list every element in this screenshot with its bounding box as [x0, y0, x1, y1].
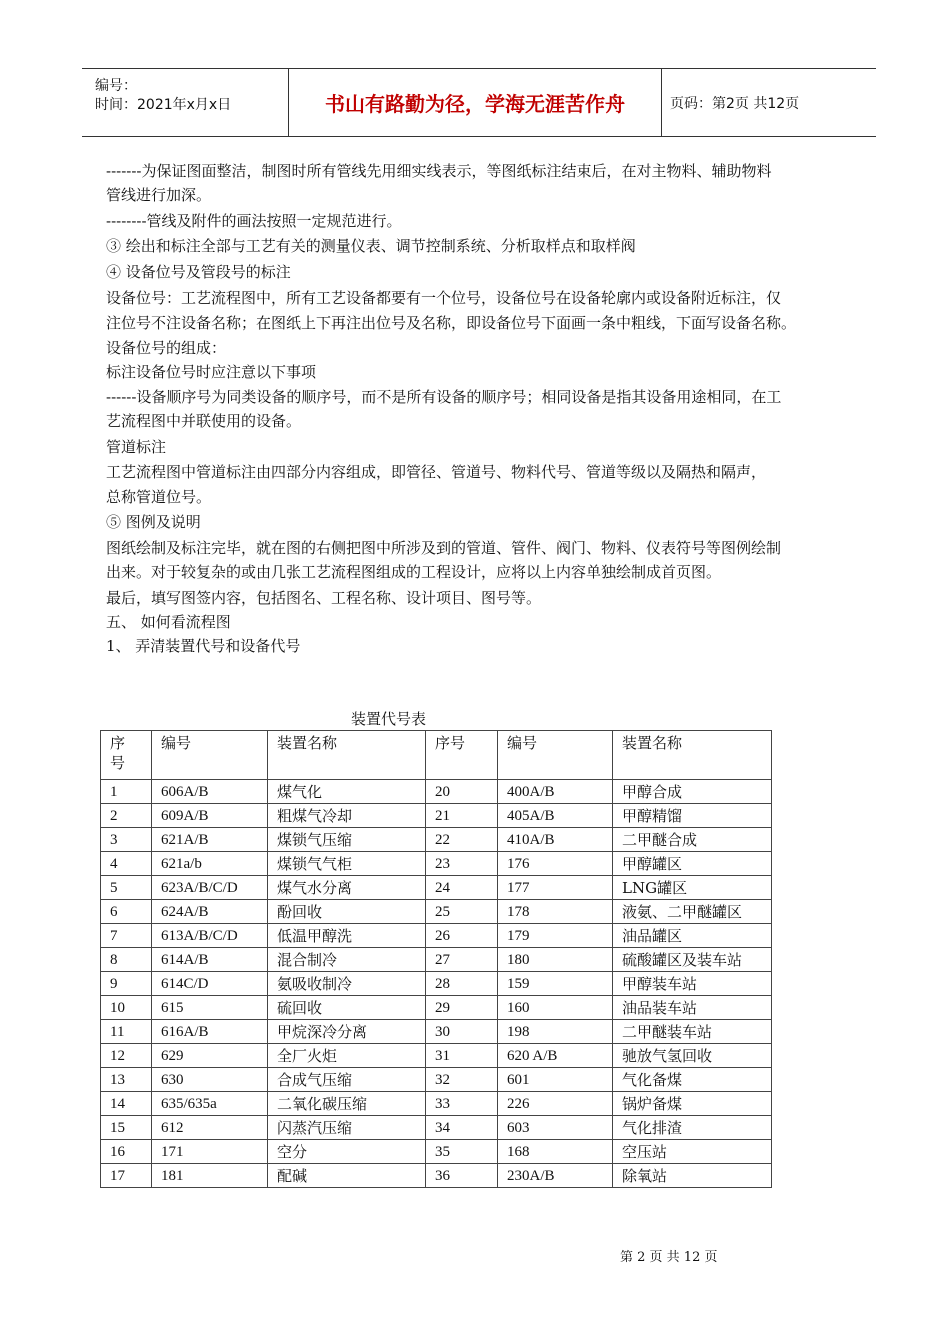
table-cell: 13 — [101, 1068, 152, 1092]
body-line: 标注设备位号时应注意以下事项 — [106, 363, 317, 381]
table-cell: 17 — [101, 1164, 152, 1188]
page-footer: 第 2 页 共 12 页 — [620, 1250, 718, 1265]
table-cell: 176 — [498, 852, 613, 876]
table-cell: 31 — [426, 1044, 498, 1068]
table-cell: 30 — [426, 1020, 498, 1044]
table-cell: 178 — [498, 900, 613, 924]
table-header-cell: 装置名称 — [613, 731, 772, 780]
table-header-cell: 编号 — [498, 731, 613, 780]
table-cell: 甲醇罐区 — [613, 852, 772, 876]
table-cell: 34 — [426, 1116, 498, 1140]
table-cell: 612 — [152, 1116, 268, 1140]
table-cell: 630 — [152, 1068, 268, 1092]
table-cell: 226 — [498, 1092, 613, 1116]
table-cell: 1 — [101, 780, 152, 804]
table-cell: 二氧化碳压缩 — [268, 1092, 426, 1116]
device-code-table — [100, 730, 772, 1188]
table-cell: 煤锁气压缩 — [268, 828, 426, 852]
table-cell: 3 — [101, 828, 152, 852]
table-cell: 低温甲醇洗 — [268, 924, 426, 948]
table-header-cell: 装置名称 — [268, 731, 426, 780]
table-cell: 14 — [101, 1092, 152, 1116]
body-line: 设备位号的组成： — [106, 339, 227, 357]
table-cell: 混合制冷 — [268, 948, 426, 972]
table-cell: 35 — [426, 1140, 498, 1164]
table-cell: 613A/B/C/D — [152, 924, 268, 948]
table-cell: 623A/B/C/D — [152, 876, 268, 900]
table-row — [101, 804, 772, 828]
table-cell: 10 — [101, 996, 152, 1020]
table-cell: 620 A/B — [498, 1044, 613, 1068]
table-cell: 硫回收 — [268, 996, 426, 1020]
table-row — [101, 1068, 772, 1092]
table-cell: 615 — [152, 996, 268, 1020]
table-cell: 24 — [426, 876, 498, 900]
body-line: 工艺流程图中管道标注由四部分内容组成，即管径、管道号、物料代号、管道等级以及隔热和隔声， — [106, 463, 767, 481]
body-line: --------管线及附件的画法按照一定规范进行。 — [106, 212, 402, 230]
table-cell: 6 — [101, 900, 152, 924]
table-cell: 36 — [426, 1164, 498, 1188]
table-cell: 20 — [426, 780, 498, 804]
table-row — [101, 1140, 772, 1164]
table-cell: 酚回收 — [268, 900, 426, 924]
table-cell: 23 — [426, 852, 498, 876]
table-row — [101, 1164, 772, 1188]
table-cell: 624A/B — [152, 900, 268, 924]
table-cell: 驰放气氢回收 — [613, 1044, 772, 1068]
table-cell: 二甲醚装车站 — [613, 1020, 772, 1044]
table-cell: 粗煤气冷却 — [268, 804, 426, 828]
table-cell: 171 — [152, 1140, 268, 1164]
header-motto: 书山有路勤为径，学海无涯苦作舟 — [288, 69, 662, 136]
body-line: 五、 如何看流程图 — [106, 613, 231, 631]
table-cell: 气化备煤 — [613, 1068, 772, 1092]
table-cell: 21 — [426, 804, 498, 828]
table-row — [101, 900, 772, 924]
body-line: ③ 绘出和标注全部与工艺有关的测量仪表、调节控制系统、分析取样点和取样阀 — [106, 237, 636, 255]
table-cell: 甲烷深冷分离 — [268, 1020, 426, 1044]
table-cell: 25 — [426, 900, 498, 924]
table-cell: 气化排渣 — [613, 1116, 772, 1140]
table-row — [101, 1116, 772, 1140]
table-row — [101, 972, 772, 996]
body-line: 艺流程图中并联使用的设备。 — [106, 412, 302, 430]
table-cell: 180 — [498, 948, 613, 972]
table-cell: 4 — [101, 852, 152, 876]
table-cell: 9 — [101, 972, 152, 996]
header-number: 编号： — [95, 78, 137, 94]
table-cell: 2 — [101, 804, 152, 828]
table-cell: 7 — [101, 924, 152, 948]
table-cell: 614A/B — [152, 948, 268, 972]
body-line: 注位号不注设备名称；在图纸上下再注出位号及名称，即设备位号下面画一条中粗线，下面写设备名称。 — [106, 314, 797, 332]
table-cell: 16 — [101, 1140, 152, 1164]
table-cell: 26 — [426, 924, 498, 948]
table-row — [101, 780, 772, 804]
table-cell: 15 — [101, 1116, 152, 1140]
table-cell: 629 — [152, 1044, 268, 1068]
table-cell: 609A/B — [152, 804, 268, 828]
table-cell: 177 — [498, 876, 613, 900]
table-header-cell: 序号 — [426, 731, 498, 780]
table-cell: 煤气水分离 — [268, 876, 426, 900]
table-row — [101, 924, 772, 948]
table-cell: 二甲醚合成 — [613, 828, 772, 852]
table-header-row — [101, 731, 772, 780]
table-cell: 煤锁气气柜 — [268, 852, 426, 876]
table-cell: 全厂火炬 — [268, 1044, 426, 1068]
body-line: 出来。对于较复杂的或由几张工艺流程图组成的工程设计，应将以上内容单独绘制成首页图。 — [106, 563, 722, 581]
table-cell: 5 — [101, 876, 152, 900]
table-cell: 198 — [498, 1020, 613, 1044]
table-cell: LNG罐区 — [613, 876, 772, 900]
table-cell: 12 — [101, 1044, 152, 1068]
table-caption: 装置代号表 — [351, 710, 427, 728]
body-line: ------设备顺序号为同类设备的顺序号，而不是所有设备的顺序号；相同设备是指其设备用途相同，在工 — [106, 388, 782, 406]
table-cell: 液氨、二甲醚罐区 — [613, 900, 772, 924]
table-cell: 甲醇精馏 — [613, 804, 772, 828]
table-row — [101, 1020, 772, 1044]
table-row — [101, 876, 772, 900]
table-cell: 11 — [101, 1020, 152, 1044]
body-line: 设备位号：工艺流程图中，所有工艺设备都要有一个位号，设备位号在设备轮廓内或设备附近标注，仅 — [106, 289, 782, 307]
table-cell: 空分 — [268, 1140, 426, 1164]
table-cell: 8 — [101, 948, 152, 972]
table-cell: 179 — [498, 924, 613, 948]
body-line: 管道标注 — [106, 438, 167, 456]
table-cell: 锅炉备煤 — [613, 1092, 772, 1116]
table-cell: 405A/B — [498, 804, 613, 828]
table-row — [101, 828, 772, 852]
table-header-cell: 编号 — [152, 731, 268, 780]
table-cell: 闪蒸汽压缩 — [268, 1116, 426, 1140]
table-cell: 28 — [426, 972, 498, 996]
table-cell: 635/635a — [152, 1092, 268, 1116]
body-line: -------为保证图面整洁，制图时所有管线先用细实线表示，等图纸标注结束后，在对主物料、辅助物料 — [106, 162, 772, 180]
body-line: 1、 弄清装置代号和设备代号 — [106, 637, 301, 655]
table-cell: 400A/B — [498, 780, 613, 804]
table-row — [101, 1044, 772, 1068]
table-cell: 甲醇装车站 — [613, 972, 772, 996]
table-cell: 氨吸收制冷 — [268, 972, 426, 996]
table-row — [101, 852, 772, 876]
table-cell: 配碱 — [268, 1164, 426, 1188]
table-cell: 油品装车站 — [613, 996, 772, 1020]
header-time: 时间：2021年x月x日 — [95, 97, 232, 113]
header-page-number: 页码：第2页 共12页 — [670, 95, 800, 112]
table-cell: 230A/B — [498, 1164, 613, 1188]
table-cell: 合成气压缩 — [268, 1068, 426, 1092]
body-line: 最后，填写图签内容，包括图名、工程名称、设计项目、图号等。 — [106, 589, 542, 607]
table-cell: 27 — [426, 948, 498, 972]
table-cell: 621a/b — [152, 852, 268, 876]
table-row — [101, 1092, 772, 1116]
table-cell: 22 — [426, 828, 498, 852]
body-line: 总称管道位号。 — [106, 488, 212, 506]
table-cell: 33 — [426, 1092, 498, 1116]
table-cell: 616A/B — [152, 1020, 268, 1044]
header-meta — [82, 69, 288, 136]
table-header-cell: 序号 — [101, 731, 152, 780]
body-line: ④ 设备位号及管段号的标注 — [106, 263, 291, 281]
body-line: 图纸绘制及标注完毕，就在图的右侧把图中所涉及到的管道、管件、阀门、物料、仪表符号等图例绘制 — [106, 539, 782, 557]
table-cell: 410A/B — [498, 828, 613, 852]
table-cell: 甲醇合成 — [613, 780, 772, 804]
table-cell: 159 — [498, 972, 613, 996]
table-cell: 168 — [498, 1140, 613, 1164]
table-cell: 空压站 — [613, 1140, 772, 1164]
table-row — [101, 948, 772, 972]
body-line: ⑤ 图例及说明 — [106, 513, 201, 531]
page-header — [82, 68, 876, 137]
table-cell: 29 — [426, 996, 498, 1020]
table-cell: 601 — [498, 1068, 613, 1092]
body-line: 管线进行加深。 — [106, 186, 212, 204]
table-cell: 油品罐区 — [613, 924, 772, 948]
table-cell: 621A/B — [152, 828, 268, 852]
table-row — [101, 996, 772, 1020]
table-cell: 614C/D — [152, 972, 268, 996]
table-cell: 硫酸罐区及装车站 — [613, 948, 772, 972]
table-cell: 32 — [426, 1068, 498, 1092]
table-cell: 160 — [498, 996, 613, 1020]
table-cell: 181 — [152, 1164, 268, 1188]
table-cell: 煤气化 — [268, 780, 426, 804]
table-cell: 606A/B — [152, 780, 268, 804]
table-cell: 603 — [498, 1116, 613, 1140]
table-cell: 除氧站 — [613, 1164, 772, 1188]
